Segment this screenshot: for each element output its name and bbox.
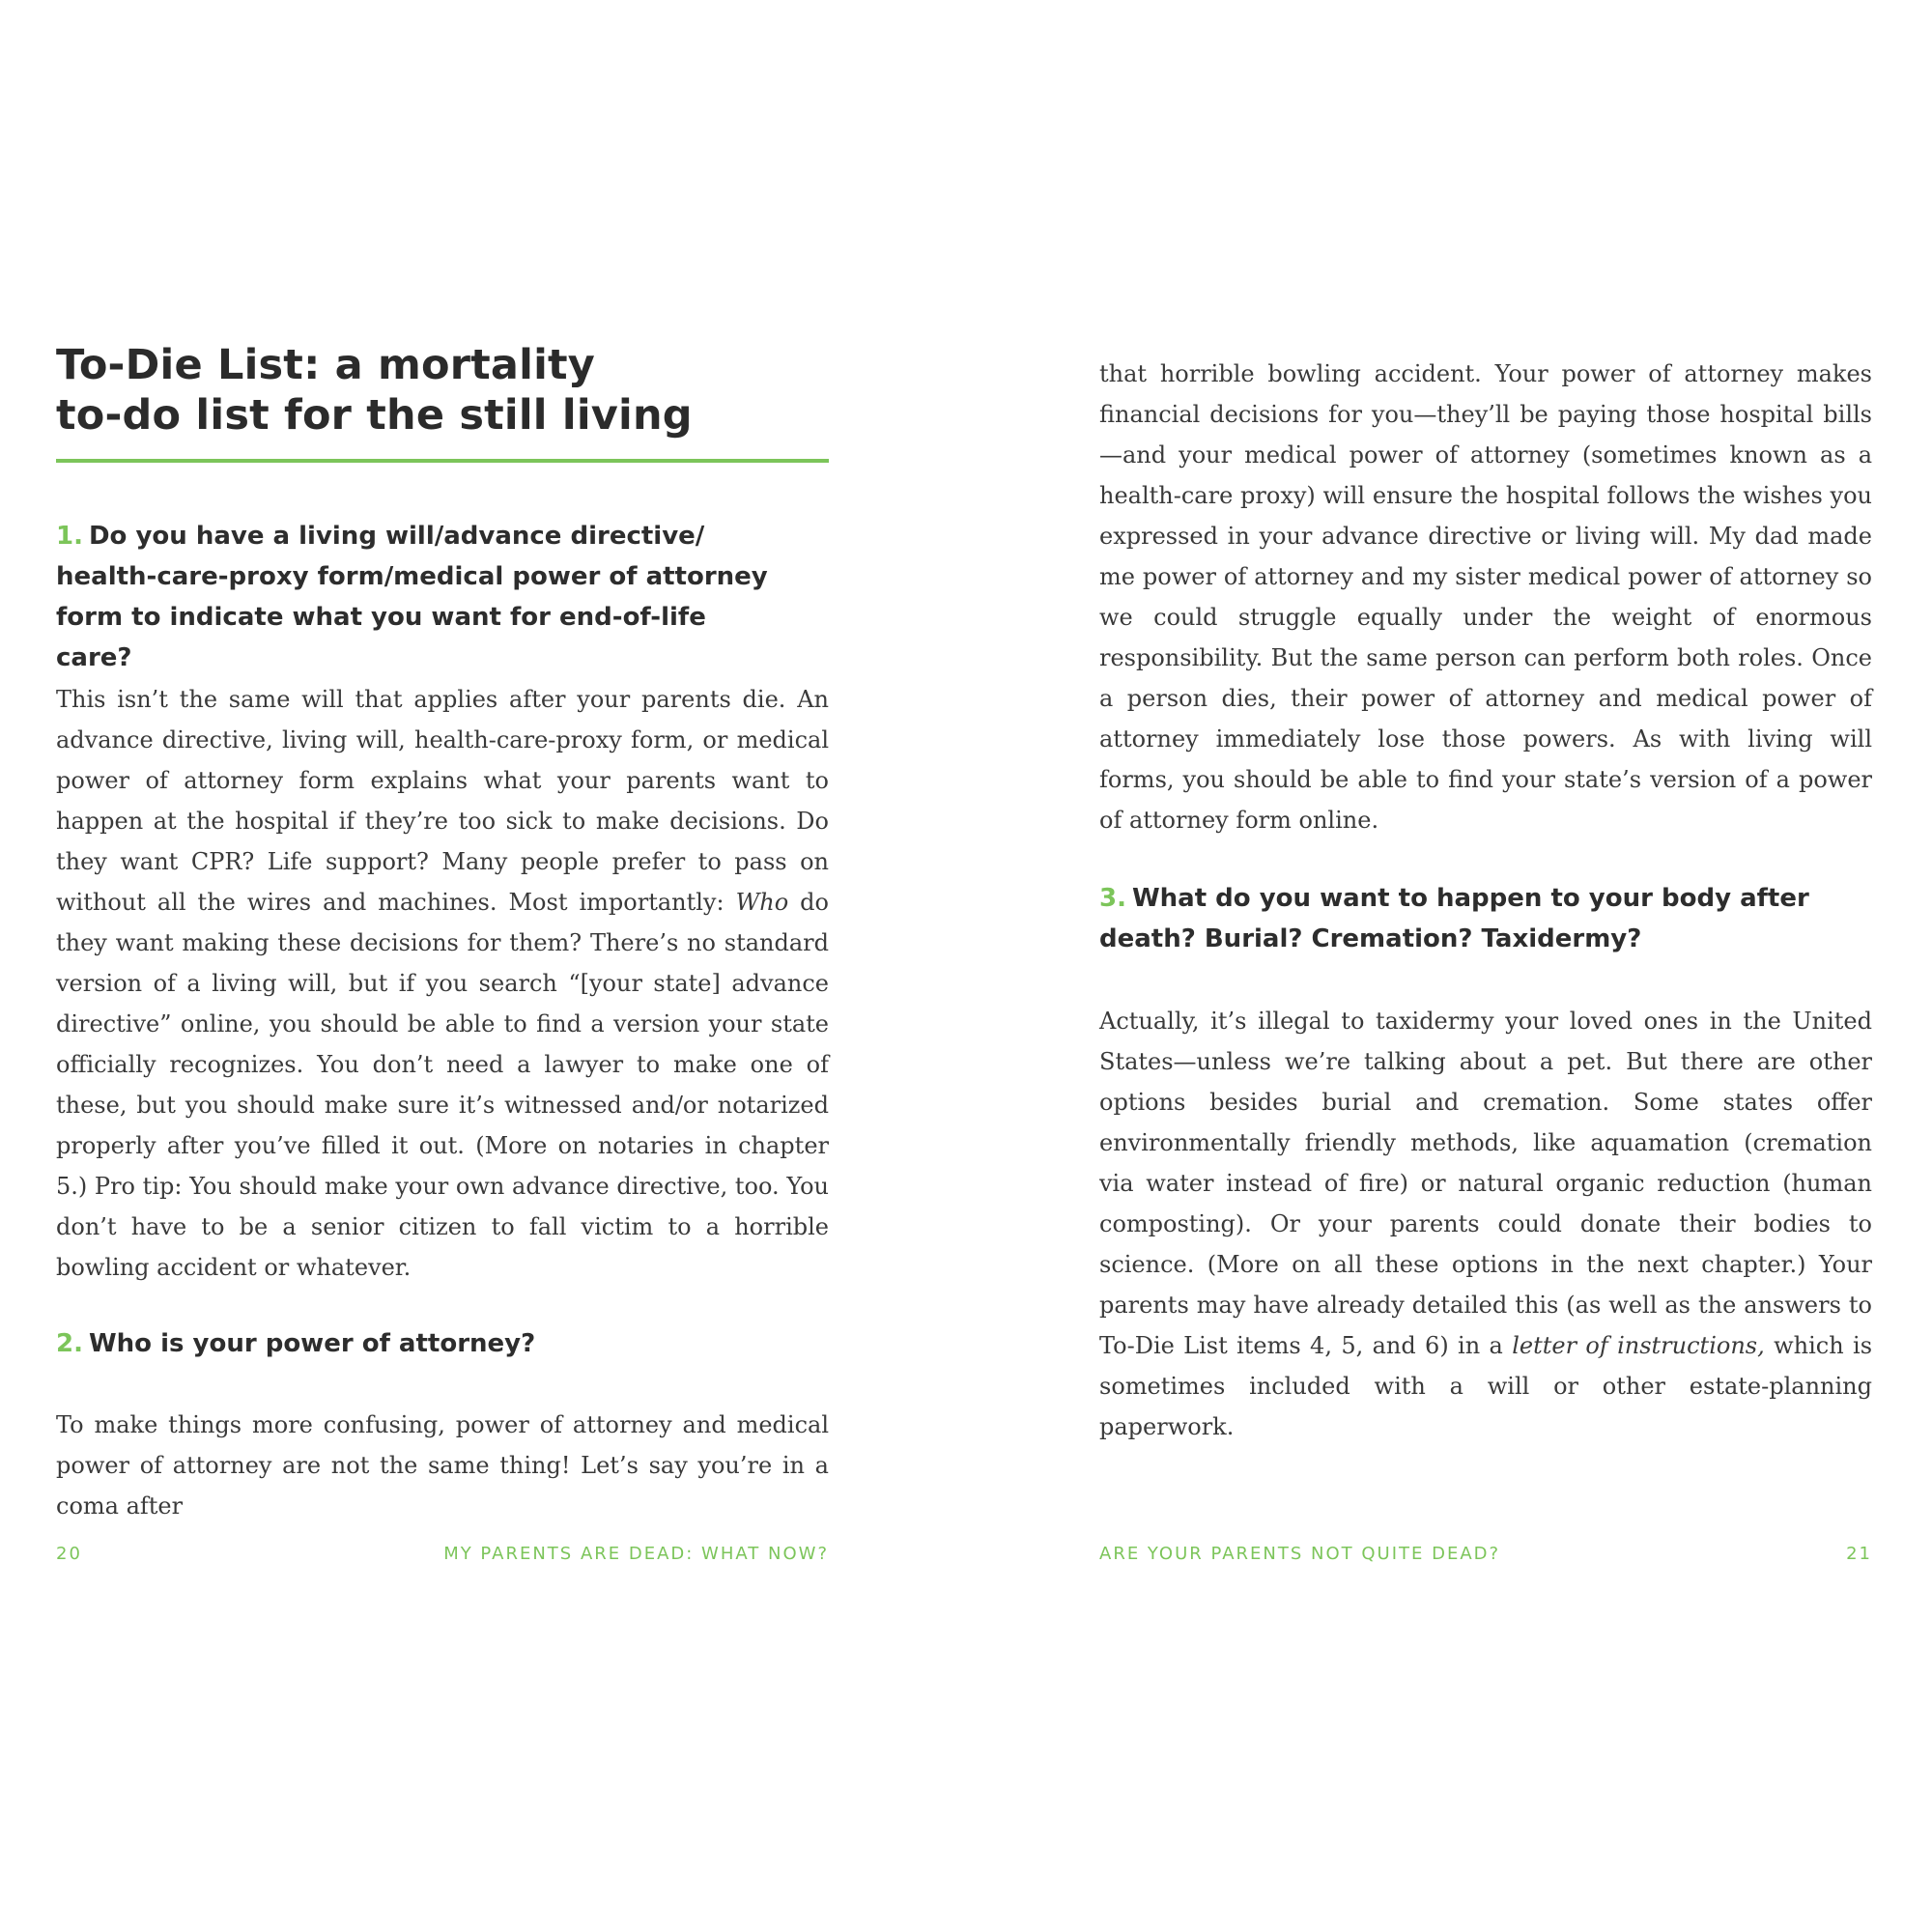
paragraph-3-part-a: Actually, it’s illegal to taxidermy your loved ones in the United States—unless we’re talking about a pet. But there are other options besides burial and cremation. Some states offer environmentally friendly methods, like aquamation (cremation via water instead of fire) or natural organic reduction (human composting). Or your parents could donate their bodies to science. (More on all these options in the next chapter.) Your parents may have already detailed this (as well as the answers to To-Die List items 4, 5, and 6) in a — [1099, 1008, 1872, 1359]
question-2-text: Who is your power of attorney? — [88, 1329, 536, 1358]
question-3-block — [1099, 878, 1872, 959]
paragraph-1-emphasis: Who — [735, 889, 789, 916]
paragraph-2-continued: that horrible bowling accident. Your power of attorney makes financial decisions for you—they’ll be paying those hospital bills—and your medical power of attorney (sometimes known as a health-care proxy) will ensure the hospital follows the wishes you expressed in your advance directive or living will. My dad made me power of attorney and my sister medical power of attorney so we could struggle equally under the weight of enormous responsibility. But the same person can perform both roles. Once a person dies, their power of attorney and medical power of attorney immediately lose those powers. As with living will forms, you should be able to find your state’s version of a power of attorney form online. — [1099, 360, 1872, 834]
right-page — [966, 0, 1932, 1932]
paragraph-1-block — [56, 679, 829, 1288]
question-2 — [56, 1323, 829, 1364]
paragraph-3-part-b: which is sometimes included with a will or other estate-planning paperwork. — [1099, 1332, 1873, 1440]
question-3 — [1099, 878, 1833, 959]
question-2-block — [56, 1323, 829, 1364]
question-1-number: 1. — [56, 522, 83, 551]
question-1 — [56, 516, 790, 678]
question-3-text: What do you want to happen to your body after death? Burial? Cremation? Taxidermy? — [1099, 884, 1809, 953]
paragraph-2-block — [56, 1405, 829, 1526]
right-running-head: ARE YOUR PARENTS NOT QUITE DEAD? — [1099, 1544, 1501, 1564]
title-divider — [56, 459, 829, 463]
question-1-text: Do you have a living will/advance directive/ health-care-proxy form/medical power of attorney form to indicate what you want for end-of-life care? — [56, 522, 768, 672]
chapter-title — [56, 340, 829, 440]
question-3-number: 3. — [1099, 884, 1126, 913]
question-1-block — [56, 516, 829, 678]
question-2-number: 2. — [56, 1329, 83, 1358]
paragraph-2: To make things more confusing, power of attorney and medical power of attorney are not the same thing! Let’s say you’re in a coma after — [56, 1411, 829, 1520]
paragraph-1-part-a: This isn’t the same will that applies after your parents die. An advance directive, living will, health-care-proxy form, or medical power of attorney form explains what your parents want to happen at the hospital if they’re too sick to make decisions. Do they want CPR? Life support? Many people prefer to pass on without all the wires and machines. Most importantly: — [56, 686, 829, 916]
chapter-title-line-1: To-Die List: a mortality — [56, 341, 596, 389]
right-page-number: 21 — [1846, 1544, 1872, 1564]
paragraph-1 — [56, 679, 829, 1288]
left-running-head: MY PARENTS ARE DEAD: WHAT NOW? — [443, 1544, 829, 1564]
chapter-title-line-2: to-do list for the still living — [56, 391, 693, 440]
paragraph-2-continued-block — [1099, 354, 1872, 840]
paragraph-3-block — [1099, 1001, 1872, 1447]
paragraph-3 — [1099, 1001, 1872, 1447]
paragraph-1-part-b: do they want making these decisions for them? There’s no standard version of a living will, but if you search “[your state] advance directive” online, you should be able to find a version your state officially recognizes. You don’t need a lawyer to make one of these, but you should make sure it’s witnessed and/or notarized properly after you’ve filled it out. (More on notaries in chapter 5.) Pro tip: You should make your own advance directive, too. You don’t have to be a senior citizen to fall victim to a horrible bowling accident or whatever. — [56, 889, 829, 1281]
left-page-number: 20 — [56, 1544, 82, 1564]
paragraph-3-emphasis: letter of instructions, — [1512, 1332, 1765, 1359]
